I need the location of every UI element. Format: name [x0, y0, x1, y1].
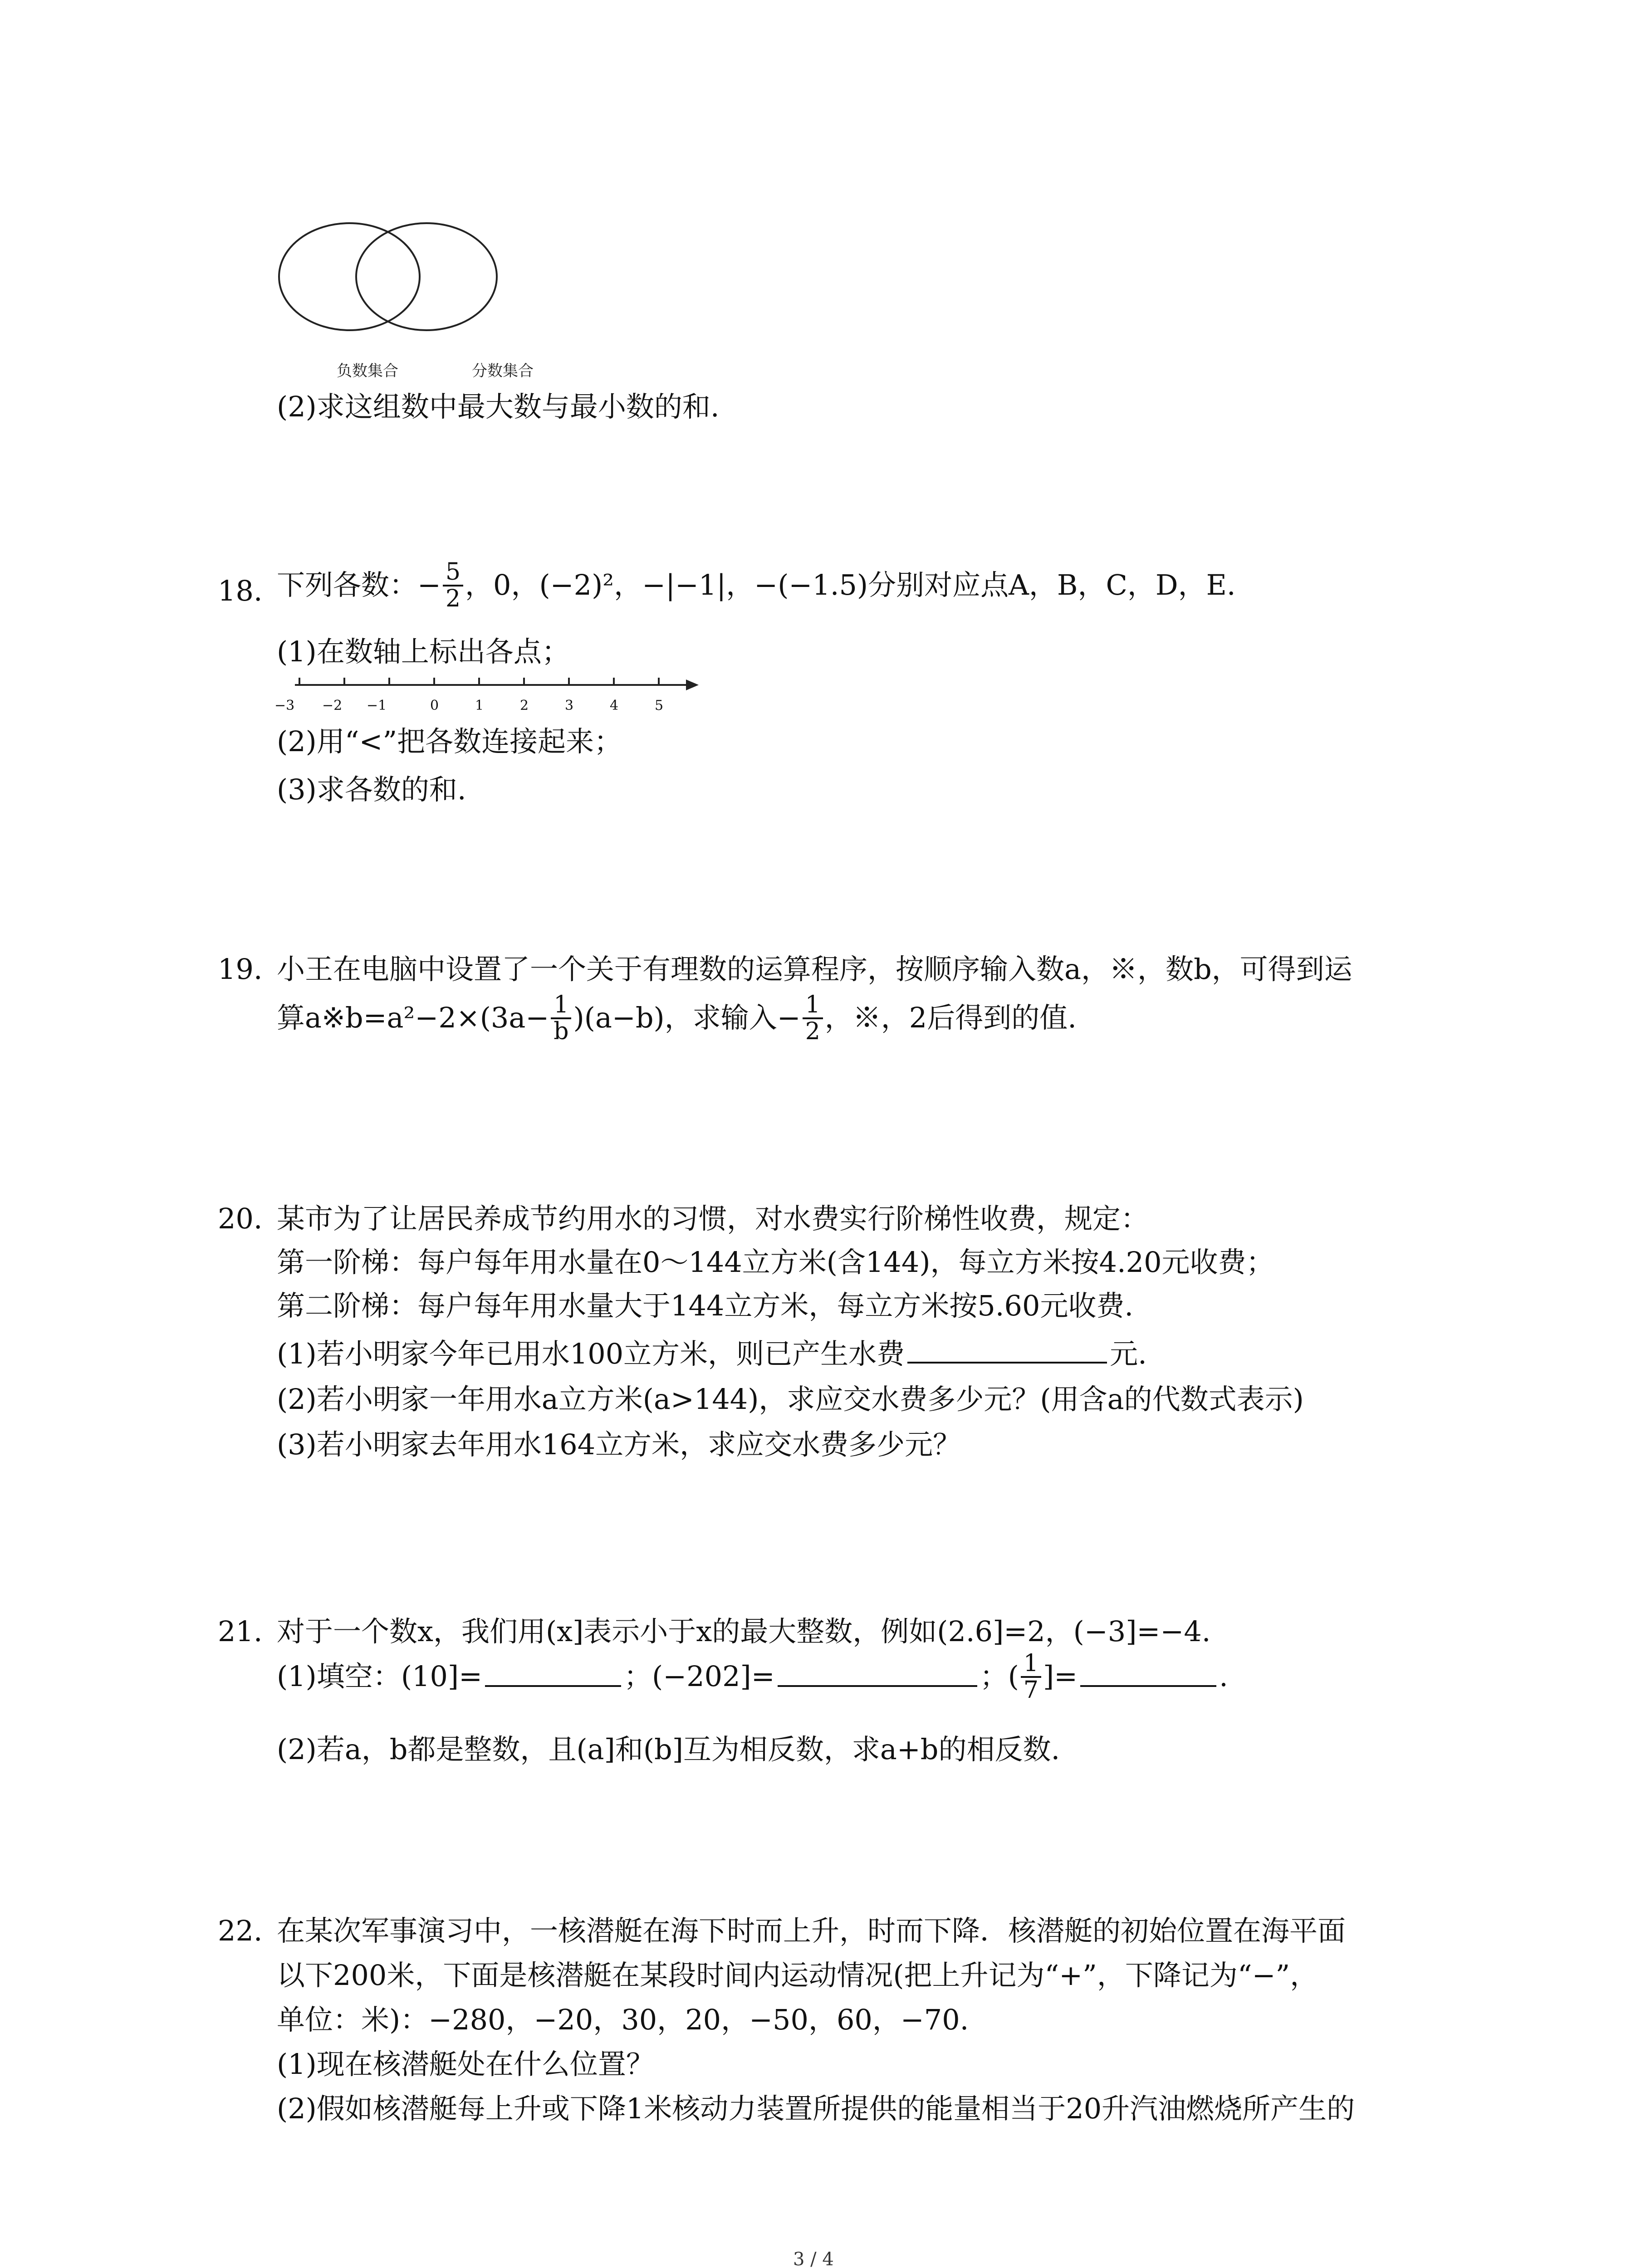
fraction-set-circle	[356, 223, 497, 330]
answer-blank[interactable]	[907, 1337, 1107, 1364]
fraction-denominator: 2	[445, 585, 461, 612]
q20-part3: (3)若小明家去年用水164立方米，求应交水费多少元？	[277, 1428, 961, 1461]
q18-stem	[277, 560, 1236, 611]
q20-part1-unit: 元.	[1110, 1337, 1147, 1370]
q19-line2-c: ，※，2后得到的值.	[824, 1001, 1077, 1035]
venn-diagram	[272, 218, 572, 354]
q22-line1: 在某次军事演习中，一核潜艇在海下时而上升，时而下降．核潜艇的初始位置在海平面	[277, 1914, 1346, 1947]
venn-right-label: 分数集合	[472, 362, 534, 380]
q19-line2-b: )(a−b)，求输入−	[573, 1001, 801, 1035]
q20-tier2: 第二阶梯：每户每年用水量大于144立方米，每立方米按5.60元收费.	[277, 1289, 1134, 1322]
q18-part3: (3)求各数的和.	[277, 773, 466, 806]
fraction-numerator: 1	[1021, 1651, 1041, 1678]
q20-line1: 某市为了让居民养成节约用水的习惯，对水费实行阶梯性收费，规定：	[277, 1202, 1149, 1235]
page-number: 3 / 4	[793, 2249, 834, 2268]
q21-number: 21.	[218, 1615, 263, 1648]
fraction-one-seventh	[1021, 1651, 1041, 1702]
q19-line2-a: 算a※b=a²−2×(3a−	[277, 1001, 549, 1035]
q20-tier1: 第一阶梯：每户每年用水量在0～144立方米(含144)，每立方米按4.20元收费；	[277, 1246, 1274, 1279]
q22-part2: (2)假如核潜艇每上升或下降1米核动力装置所提供的能量相当于20升汽油燃烧所产生的	[277, 2092, 1355, 2125]
q22-number: 22.	[218, 1914, 263, 1947]
q19-line2	[277, 992, 1077, 1044]
number-line-tick-label: 2	[520, 698, 529, 714]
number-line-tick-label: −2	[322, 698, 343, 714]
q21-line1: 对于一个数x，我们用(x]表示小于x的最大整数，例如(2.6]=2，(−3]=−4.	[277, 1615, 1211, 1648]
q18-part2: (2)用“<”把各数连接起来；	[277, 725, 622, 758]
fraction-one-over-b	[551, 992, 571, 1044]
q20-number: 20.	[218, 1202, 263, 1235]
fraction-numerator: 5	[443, 560, 463, 587]
number-line-tick-label: 4	[610, 698, 619, 714]
number-line-tick-label: 0	[430, 698, 439, 714]
number-line-tick-label: −1	[367, 698, 387, 714]
q19-number: 19.	[218, 953, 263, 986]
q17-part2: (2)求这组数中最大数与最小数的和.	[277, 390, 720, 423]
fraction-denominator: 2	[805, 1017, 820, 1045]
negative-set-circle	[279, 223, 420, 330]
answer-blank[interactable]	[1080, 1661, 1216, 1687]
q21-part1-a: (1)填空：(10]=	[277, 1660, 483, 1693]
q22-line2: 以下200米，下面是核潜艇在某段时间内运动情况(把上升记为“+”，下降记为“−”，	[277, 1959, 1318, 1992]
number-line-tick-label: 5	[655, 698, 664, 714]
q21-part1-b: ；(−202]=	[624, 1660, 775, 1693]
answer-blank[interactable]	[778, 1661, 977, 1687]
fraction-denominator: b	[554, 1017, 569, 1045]
number-line-tick-label: 1	[475, 698, 484, 714]
fraction-five-halves	[443, 560, 463, 611]
q20-part1-text: (1)若小明家今年已用水100立方米，则已产生水费	[277, 1337, 905, 1370]
venn-left-label: 负数集合	[337, 362, 398, 380]
q18-number: 18.	[218, 574, 263, 607]
q18-stem-prefix: 下列各数：−	[277, 568, 441, 602]
fraction-denominator: 7	[1023, 1676, 1038, 1704]
fraction-one-half	[803, 992, 823, 1044]
fraction-numerator: 1	[551, 992, 571, 1019]
fraction-numerator: 1	[803, 992, 823, 1019]
q21-part1-d: ]=	[1043, 1660, 1078, 1693]
q18-stem-suffix: ，0，(−2)²，−|−1|，−(−1.5)分别对应点A，B，C，D，E.	[465, 568, 1236, 602]
answer-blank[interactable]	[485, 1661, 621, 1687]
q21-part2: (2)若a，b都是整数，且(a]和(b]互为相反数，求a+b的相反数.	[277, 1733, 1060, 1766]
q19-line1: 小王在电脑中设置了一个关于有理数的运算程序，按顺序输入数a，※，数b，可得到运	[277, 953, 1352, 986]
number-line-tick-label: −3	[274, 698, 295, 714]
arrow-head-icon	[686, 679, 699, 690]
q21-part1-e: .	[1219, 1660, 1228, 1693]
q22-part1: (1)现在核潜艇处在什么位置？	[277, 2048, 654, 2081]
q22-line3: 单位：米)：−280，−20，30，20，−50，60，−70.	[277, 2003, 969, 2036]
q20-part2: (2)若小明家一年用水a立方米(a>144)，求应交水费多少元？(用含a的代数式表示)	[277, 1383, 1304, 1416]
q20-part1	[277, 1337, 1147, 1371]
q21-part1	[277, 1651, 1228, 1702]
q21-part1-c: ；(	[980, 1660, 1019, 1693]
q18-part1: (1)在数轴上标出各点；	[277, 635, 570, 668]
number-line-tick-label: 3	[565, 698, 574, 714]
